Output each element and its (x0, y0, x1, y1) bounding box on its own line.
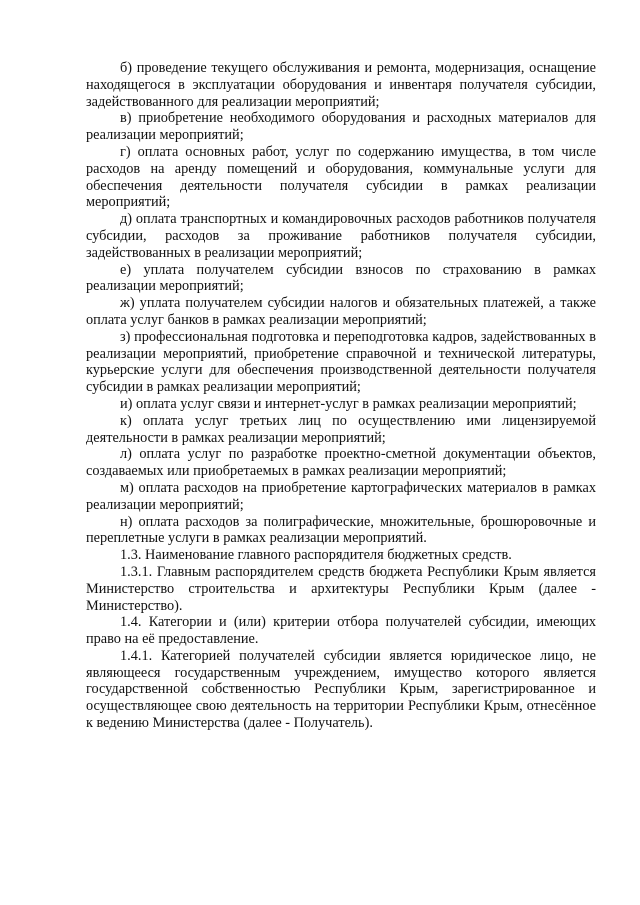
paragraph-item-v: в) приобретение необходимого оборудования и расходных материалов для реализации мероприятий; (86, 110, 596, 144)
paragraph-item-n: н) оплата расходов за полиграфические, множительные, брошюровочные и переплетные услуги в рамках реализации мероприятий. (86, 513, 596, 547)
paragraph-item-z: з) профессиональная подготовка и переподготовка кадров, задействованных в реализации мероприятий, приобретение справочной и технической литературы, курьерские услуги для обеспечения производственной деятельности получателя субсидии в рамках реализации мероприятий; (86, 328, 596, 396)
paragraph-item-l: л) оплата услуг по разработке проектно-сметной документации объектов, создаваемых или приобретаемых в рамках реализации мероприятий; (86, 446, 596, 480)
section-paragraph-1-4-1: 1.4.1. Категорией получателей субсидии является юридическое лицо, не являющееся государственным учреждением, имущество которого является государственной собственностью Республики Крым, зарегистрированное и осуществляющее свою деятельность на территории Республики Крым, отнесённое к ведению Министерства (далее - Получатель). (86, 647, 596, 732)
section-paragraph-1-3-1: 1.3.1. Главным распорядителем средств бюджета Республики Крым является Министерство строительства и архитектуры Республики Крым (далее - Министерство). (86, 563, 596, 614)
paragraph-item-b: б) проведение текущего обслуживания и ремонта, модернизация, оснащение находящегося в эксплуатации оборудования и инвентаря получателя субсидии, задействованного для реализации мероприятий; (86, 60, 596, 110)
paragraph-item-zh: ж) уплата получателем субсидии налогов и обязательных платежей, а также оплата услуг банков в рамках реализации мероприятий; (86, 295, 596, 328)
document-page (86, 60, 596, 732)
paragraph-item-i: и) оплата услуг связи и интернет-услуг в рамках реализации мероприятий; (120, 395, 577, 412)
paragraph-item-e: е) уплата получателем субсидии взносов по страхованию в рамках реализации мероприятий; (86, 261, 596, 295)
paragraph-item-m: м) оплата расходов на приобретение картографических материалов в рамках реализации мероприятий; (86, 479, 596, 513)
paragraph-item-g: г) оплата основных работ, услуг по содержанию имущества, в том числе расходов на аренду помещений и оборудования, коммунальные услуги для обеспечения деятельности получателя субсидии в рамках реализации мероприятий; (86, 143, 596, 211)
paragraph-item-d: д) оплата транспортных и командировочных расходов работников получателя субсидии, расходов за проживание работников получателя субсидии, задействованных в реализации мероприятий; (86, 211, 596, 261)
section-heading-1-3: 1.3. Наименование главного распорядителя бюджетных средств. (120, 547, 512, 564)
paragraph-item-k: к) оплата услуг третьих лиц по осуществлению ими лицензируемой деятельности в рамках реализации мероприятий; (86, 412, 596, 446)
section-heading-1-4: 1.4. Категории и (или) критерии отбора получателей субсидии, имеющих право на её предоставление. (86, 614, 596, 648)
